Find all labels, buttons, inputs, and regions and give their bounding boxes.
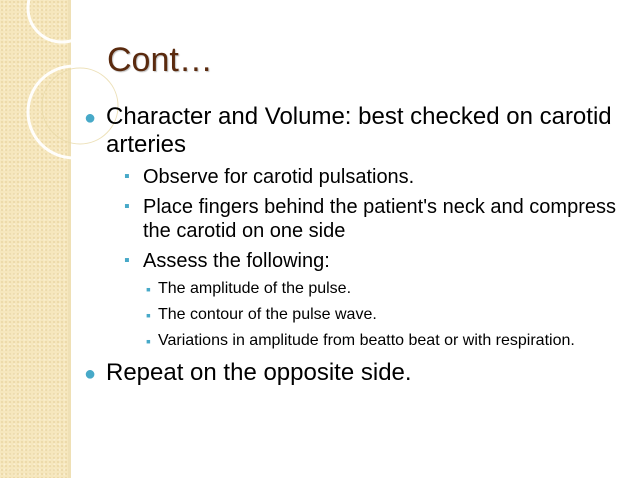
- bullet-text: The amplitude of the pulse.: [158, 280, 352, 297]
- bullet-list: [84, 103, 624, 393]
- bullet-text: Observe for carotid pulsations.: [143, 166, 415, 188]
- bullet-item: [84, 103, 624, 159]
- bullet-square-icon: ▪: [124, 252, 130, 269]
- bullet-item: [108, 249, 624, 273]
- bullet-dot-icon: ●: [84, 363, 97, 385]
- bullet-item: [132, 305, 624, 325]
- bullet-text: Repeat on the opposite side.: [106, 359, 412, 386]
- bullet-square-icon: ▪: [124, 198, 130, 215]
- bullet-text: Variations in amplitude from beatto beat or with respiration.: [158, 332, 575, 349]
- bullet-item: [84, 359, 624, 387]
- bullet-text: Character and Volume: best checked on carotid arteries: [106, 103, 612, 158]
- bullet-item: [108, 165, 624, 189]
- bullet-item: [132, 331, 624, 351]
- bullet-square-icon: ▪: [146, 307, 151, 323]
- bullet-item: [132, 279, 624, 299]
- bullet-text: Assess the following:: [143, 250, 330, 272]
- decorative-ring-small: [28, 0, 96, 42]
- bullet-text: Place fingers behind the patient's neck and compress the carotid on one side: [143, 196, 616, 242]
- bullet-square-icon: ▪: [124, 168, 130, 185]
- bullet-square-icon: ▪: [146, 333, 151, 349]
- slide-title: Cont…: [107, 41, 213, 79]
- bullet-square-icon: ▪: [146, 281, 151, 297]
- bullet-item: [108, 195, 624, 243]
- bullet-dot-icon: ●: [84, 107, 97, 129]
- bullet-text: The contour of the pulse wave.: [158, 306, 377, 323]
